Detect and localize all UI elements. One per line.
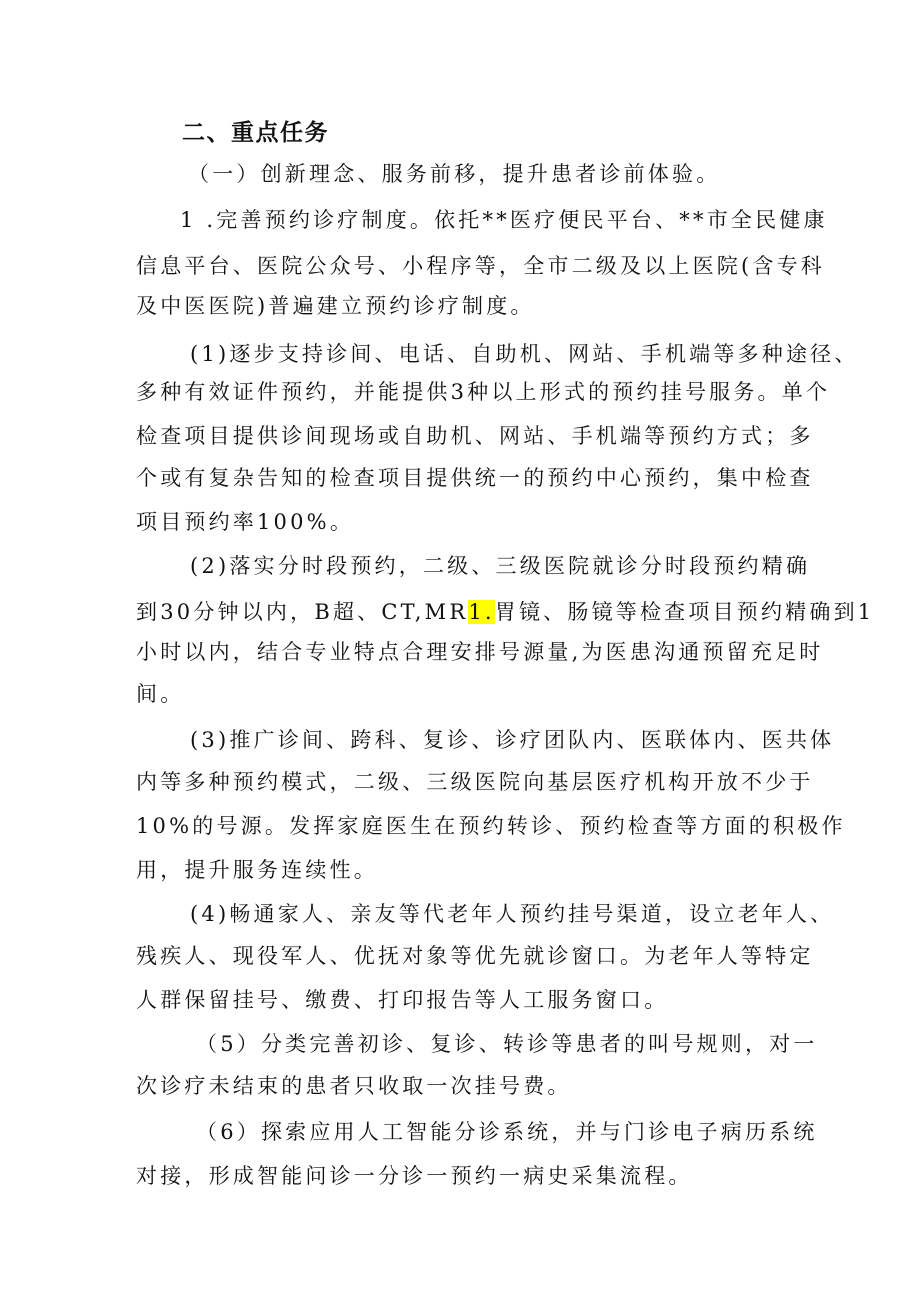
item-1-line-2: 信息平台、医院公众号、小程序等，全市二级及以上医院(含专科 [136, 254, 825, 278]
section-heading: 二、重点任务 [182, 120, 329, 146]
sub-2-line-4: 间。 [136, 682, 185, 706]
sub-1-line-5: 项目预约率100%。 [136, 510, 355, 534]
sub-6-line-1: （6）探索应用人工智能分诊系统，并与门诊电子病历系统 [196, 1120, 818, 1144]
sub-3-line-4: 用，提升服务连续性。 [136, 858, 378, 882]
sub-6-line-2: 对接，形成智能问诊一分诊一预约一病史采集流程。 [136, 1164, 693, 1188]
sub-4-line-3: 人群保留挂号、缴费、打印报告等人工服务窗口。 [136, 988, 669, 1012]
sub-1-line-3: 检查项目提供诊间现场或自助机、网站、手机端等预约方式；多 [136, 424, 814, 448]
subsection-title: （一）创新理念、服务前移，提升患者诊前体验。 [188, 162, 721, 186]
sub-5-line-2: 次诊疗未结束的患者只收取一次挂号费。 [136, 1074, 572, 1098]
sub-4-line-2: 残疾人、现役军人、优抚对象等优先就诊窗口。为老年人等特定 [136, 944, 814, 968]
item-1-line-3: 及中医医院)普遍建立预约诊疗制度。 [136, 294, 535, 318]
sub-3-line-3: 10%的号源。发挥家庭医生在预约转诊、预约检查等方面的积极作 [136, 814, 846, 838]
sub-3-line-1: (3)推广诊间、跨科、复诊、诊疗团队内、医联体内、医共体 [190, 728, 835, 752]
sub-1-line-4: 个或有复杂告知的检查项目提供统一的预约中心预约，集中检查 [136, 466, 814, 490]
sub-5-line-1: （5）分类完善初诊、复诊、转诊等患者的叫号规则，对一 [196, 1032, 818, 1056]
sub-1-line-2: 多种有效证件预约，并能提供3种以上形式的预约挂号服务。单个 [136, 380, 831, 404]
highlighted-text: 1. [468, 600, 495, 624]
sub-1-line-1: (1)逐步支持诊间、电话、自助机、网站、手机端等多种途径、 [190, 342, 859, 366]
sub-4-line-1: (4)畅通家人、亲友等代老年人预约挂号渠道，设立老年人、 [190, 902, 835, 926]
sub-3-line-2: 内等多种预约模式，二级、三级医院向基层医疗机构开放不少于 [136, 770, 814, 794]
sub-2-line-1: (2)落实分时段预约，二级、三级医院就诊分时段预约精确 [190, 554, 811, 578]
sub-2-line-2 [136, 596, 874, 628]
sub-2-line-2-end: 胃镜、肠镜等检查项目预约精确到1 [494, 600, 875, 624]
item-1-line-1: 1 .完善预约诊疗制度。依托**医疗便民平台、**市全民健康 [180, 208, 828, 232]
sub-2-line-2-start: 到30分钟以内，B超、CT,MR [136, 600, 469, 624]
sub-2-line-3: 小时以内，结合专业特点合理安排号源量,为医患沟通预留充足时 [136, 640, 824, 664]
